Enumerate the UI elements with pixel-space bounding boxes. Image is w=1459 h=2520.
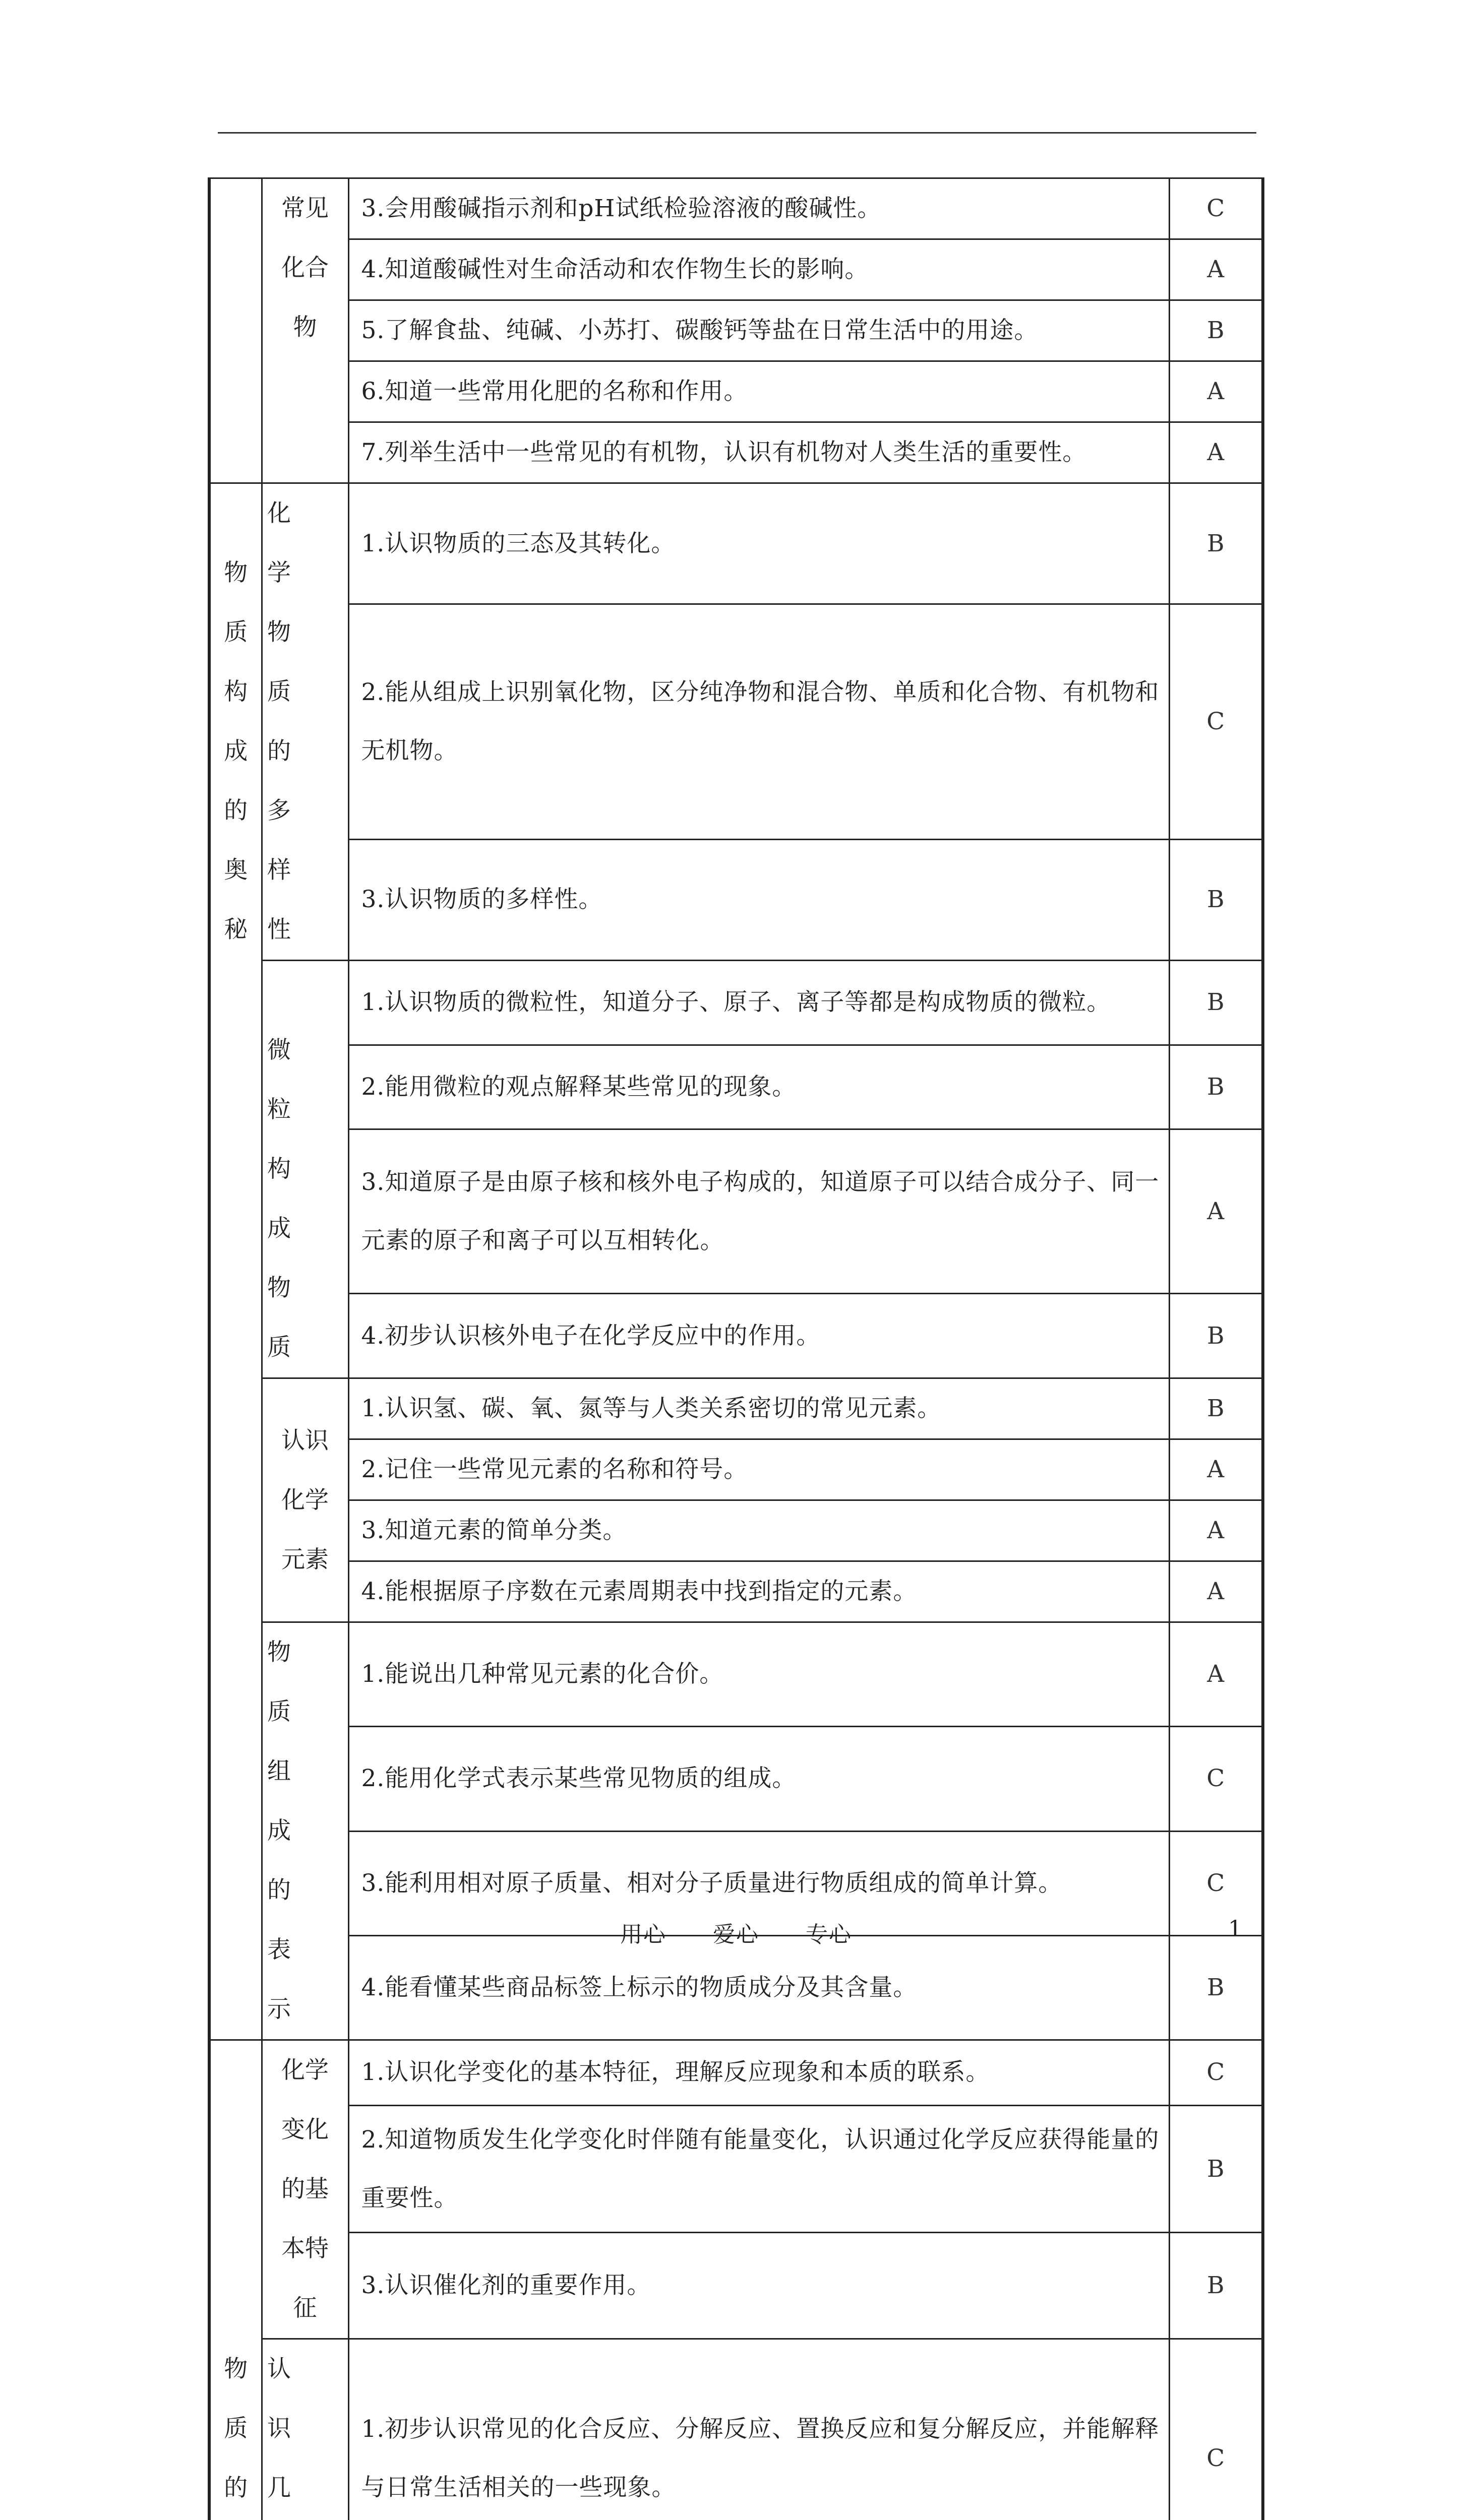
table-row xyxy=(209,2339,1263,2520)
standard-text: 3.知道原子是由原子核和核外电子构成的，知道原子可以结合成分子、同一元素的原子和离子可以互相转化。 xyxy=(348,1129,1169,1294)
table-row xyxy=(209,1045,1263,1129)
standard-text: 4.能根据原子序数在元素周期表中找到指定的元素。 xyxy=(348,1561,1169,1622)
standard-text: 5.了解食盐、纯碱、小苏打、碳酸钙等盐在日常生活中的用途。 xyxy=(348,300,1169,361)
group-cell xyxy=(262,961,348,1378)
level-cell: A xyxy=(1169,1500,1263,1561)
standard-text: 1.认识物质的微粒性，知道分子、原子、离子等都是构成物质的微粒。 xyxy=(348,961,1169,1045)
table-row xyxy=(209,361,1263,422)
table-row xyxy=(209,239,1263,300)
level-cell: B xyxy=(1169,1378,1263,1439)
table-row xyxy=(209,2105,1263,2232)
standard-text: 1.能说出几种常见元素的化合价。 xyxy=(348,1622,1169,1727)
theme-cell-continued xyxy=(209,178,262,483)
theme-label: 物质的 xyxy=(223,2340,249,2520)
level-cell: A xyxy=(1169,361,1263,422)
header-rule xyxy=(218,132,1256,134)
group-cell xyxy=(262,2040,348,2339)
page-number: 1 xyxy=(1228,1916,1242,1942)
table-row xyxy=(209,1727,1263,1831)
table-row xyxy=(209,1378,1263,1439)
group-label: 化学物质的多样性 xyxy=(267,484,343,960)
level-cell: C xyxy=(1169,2339,1263,2520)
level-cell: B xyxy=(1169,961,1263,1045)
level-cell: A xyxy=(1169,1129,1263,1294)
standard-text: 2.知道物质发生化学变化时伴随有能量变化，认识通过化学反应获得能量的重要性。 xyxy=(348,2105,1169,2232)
standard-text: 3.认识催化剂的重要作用。 xyxy=(348,2233,1169,2339)
group-label: 认识几 xyxy=(267,2340,343,2520)
group-cell xyxy=(262,2339,348,2520)
table-row xyxy=(209,1561,1263,1622)
level-cell: B xyxy=(1169,1294,1263,1378)
standard-text: 7.列举生活中一些常见的有机物，认识有机物对人类生活的重要性。 xyxy=(348,422,1169,483)
level-cell: A xyxy=(1169,422,1263,483)
standard-text: 4.能看懂某些商品标签上标示的物质成分及其含量。 xyxy=(348,1935,1169,2040)
level-cell: C xyxy=(1169,2040,1263,2106)
level-cell: A xyxy=(1169,1561,1263,1622)
standard-text: 4.知道酸碱性对生命活动和农作物生长的影响。 xyxy=(348,239,1169,300)
table-row xyxy=(209,604,1263,840)
table-row xyxy=(209,1622,1263,1727)
standard-text: 1.认识物质的三态及其转化。 xyxy=(348,483,1169,604)
standard-text: 2.能用微粒的观点解释某些常见的现象。 xyxy=(348,1045,1169,1129)
table-row xyxy=(209,1294,1263,1378)
group-label: 常见化合物 xyxy=(279,179,331,357)
level-cell: B xyxy=(1169,2105,1263,2232)
standard-text: 2.能从组成上识别氧化物，区分纯净物和混合物、单质和化合物、有机物和无机物。 xyxy=(348,604,1169,840)
level-cell: B xyxy=(1169,839,1263,960)
standard-text: 3.认识物质的多样性。 xyxy=(348,839,1169,960)
table-row xyxy=(209,1500,1263,1561)
theme-label: 物质构成的奥秘 xyxy=(223,543,249,960)
theme-cell xyxy=(209,483,262,2040)
level-cell: B xyxy=(1169,300,1263,361)
footer-motto: 用心 爱心 专心 xyxy=(620,1916,852,1948)
group-label: 认识化学元素 xyxy=(279,1411,331,1590)
group-cell xyxy=(262,483,348,961)
table-row xyxy=(209,1129,1263,1294)
table-row xyxy=(209,2040,1263,2106)
standard-text: 3.能利用相对原子质量、相对分子质量进行物质组成的简单计算。 xyxy=(348,1831,1169,1935)
level-cell: C xyxy=(1169,1727,1263,1831)
level-cell: B xyxy=(1169,1935,1263,2040)
level-cell: A xyxy=(1169,1622,1263,1727)
table-row xyxy=(209,1439,1263,1500)
standard-text: 1.初步认识常见的化合反应、分解反应、置换反应和复分解反应，并能解释与日常生活相关的一些现象。 xyxy=(348,2339,1169,2520)
table-row xyxy=(209,422,1263,483)
table-row xyxy=(209,961,1263,1045)
table-row xyxy=(209,483,1263,604)
level-cell: B xyxy=(1169,2233,1263,2339)
standard-text: 4.初步认识核外电子在化学反应中的作用。 xyxy=(348,1294,1169,1378)
standard-text: 2.能用化学式表示某些常见物质的组成。 xyxy=(348,1727,1169,1831)
level-cell: A xyxy=(1169,1439,1263,1500)
level-cell: C xyxy=(1169,1831,1263,1935)
standard-text: 3.会用酸碱指示剂和pH试纸检验溶液的酸碱性。 xyxy=(348,178,1169,239)
level-cell: B xyxy=(1169,483,1263,604)
group-cell xyxy=(262,178,348,483)
curriculum-table xyxy=(208,177,1264,2520)
level-cell: B xyxy=(1169,1045,1263,1129)
level-cell: C xyxy=(1169,178,1263,239)
standard-text: 2.记住一些常见元素的名称和符号。 xyxy=(348,1439,1169,1500)
group-cell xyxy=(262,1378,348,1622)
table-row xyxy=(209,178,1263,239)
standard-text: 3.知道元素的简单分类。 xyxy=(348,1500,1169,1561)
table-row xyxy=(209,1935,1263,2040)
theme-cell xyxy=(209,2040,262,2520)
table-row xyxy=(209,839,1263,960)
group-label: 微粒构成物质 xyxy=(267,1021,343,1377)
standard-text: 1.认识氢、碳、氧、氮等与人类关系密切的常见元素。 xyxy=(348,1378,1169,1439)
level-cell: C xyxy=(1169,604,1263,840)
standard-text: 1.认识化学变化的基本特征，理解反应现象和本质的联系。 xyxy=(348,2040,1169,2106)
level-cell: A xyxy=(1169,239,1263,300)
table-row xyxy=(209,2233,1263,2339)
standard-text: 6.知道一些常用化肥的名称和作用。 xyxy=(348,361,1169,422)
group-label: 化学变化的基本特征 xyxy=(279,2041,331,2338)
group-cell xyxy=(262,1622,348,2040)
group-label: 物质组成的表示 xyxy=(267,1623,343,2039)
table-row xyxy=(209,300,1263,361)
